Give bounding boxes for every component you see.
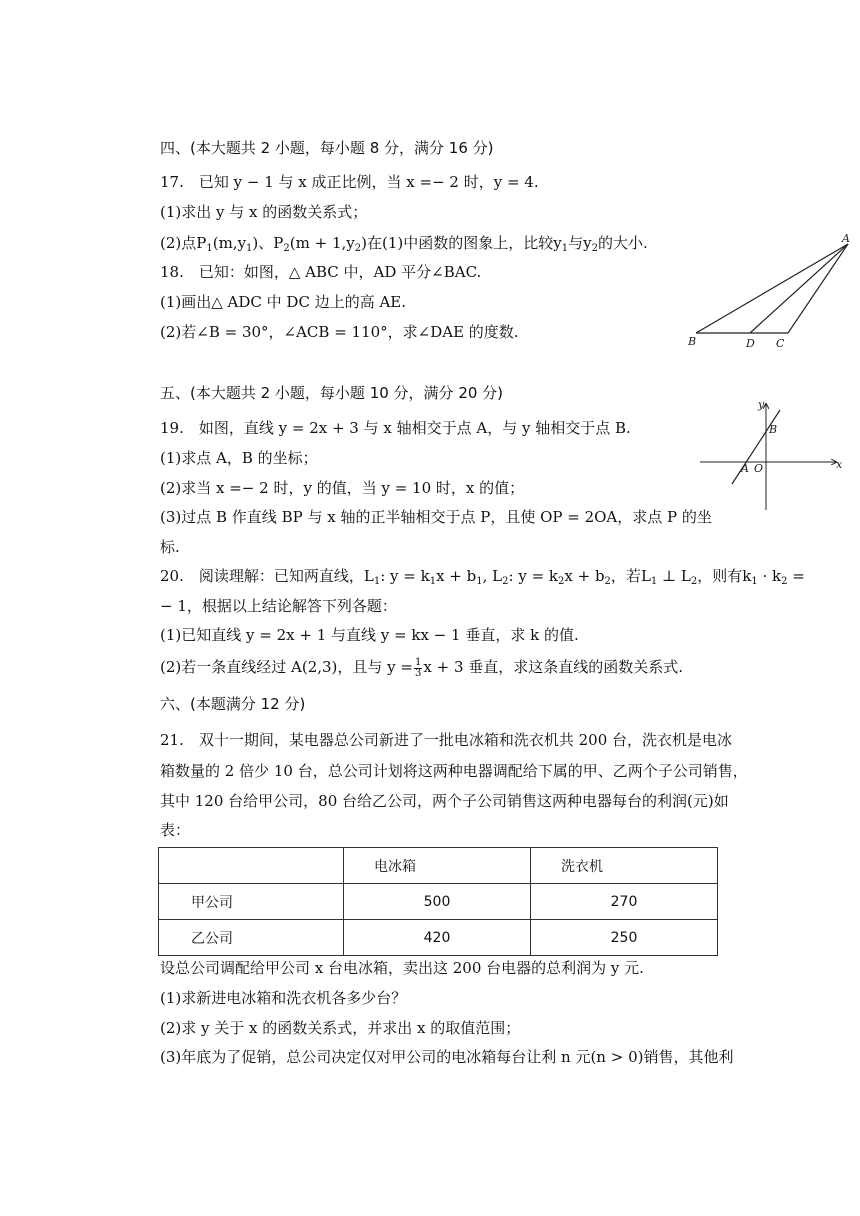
cell-washer: 250 bbox=[531, 920, 718, 956]
table-row bbox=[159, 884, 718, 920]
q21-line1: 21. 双十一期间，某电器总公司新进了一批电冰箱和洗衣机共 200 台，洗衣机是电冰 bbox=[160, 731, 733, 749]
table-header-fridge: 电冰箱 bbox=[344, 848, 531, 884]
line-graph-figure-19 bbox=[696, 398, 846, 513]
q17-stem: 17. 已知 y − 1 与 x 成正比例，当 x =− 2 时，y = 4. bbox=[160, 173, 539, 191]
q21-part1: (1)求新进电冰箱和洗衣机各多少台？ bbox=[160, 989, 407, 1007]
section-5-heading: 五、(本大题共 2 小题，每小题 10 分，满分 20 分) bbox=[160, 384, 504, 402]
q21-line4: 表： bbox=[160, 821, 191, 839]
q19-part3: (3)过点 B 作直线 BP 与 x 轴的正半轴相交于点 P，且使 OP = 2OA，求点 P 的坐 bbox=[160, 508, 712, 526]
label-D: D bbox=[746, 337, 755, 350]
q19-stem: 19. 如图，直线 y = 2x + 3 与 x 轴相交于点 A，与 y 轴相交于点 B. bbox=[160, 419, 631, 437]
q21-part2: (2)求 y 关于 x 的函数关系式，并求出 x 的取值范围； bbox=[160, 1019, 521, 1037]
q20-stem-cont: − 1，根据以上结论解答下列各题： bbox=[160, 597, 397, 615]
label-C: C bbox=[776, 337, 785, 350]
q21-after-table: 设总公司调配给甲公司 x 台电冰箱，卖出这 200 台电器的总利润为 y 元. bbox=[160, 959, 644, 977]
profit-table bbox=[158, 847, 718, 956]
row-label: 乙公司 bbox=[159, 920, 344, 956]
triangle-figure-18 bbox=[684, 232, 854, 352]
table-row bbox=[159, 920, 718, 956]
label-A: A bbox=[842, 232, 850, 245]
section-4-heading: 四、(本大题共 2 小题，每小题 8 分，满分 16 分) bbox=[160, 139, 494, 157]
q21-line3: 其中 120 台给甲公司，80 台给乙公司，两个子公司销售这两种电器每台的利润(元)如 bbox=[160, 792, 729, 810]
cell-fridge: 420 bbox=[344, 920, 531, 956]
q20-part2: (2)若一条直线经过 A(2,3)，且与 y = $\frac{1}{3}$ x + 3 垂直，求这条直线的函数关系式. bbox=[160, 656, 684, 679]
q20-part1: (1)已知直线 y = 2x + 1 与直线 y = kx − 1 垂直，求 k 的值. bbox=[160, 626, 579, 644]
label-B: B bbox=[769, 423, 778, 436]
q21-line2: 箱数量的 2 倍少 10 台，总公司计划将这两种电器调配给下属的甲、乙两个子公司销售， bbox=[160, 762, 748, 780]
label-O: O bbox=[754, 462, 764, 475]
q19-part2: (2)求当 x =− 2 时，y 的值，当 y = 10 时，x 的值； bbox=[160, 479, 525, 497]
table-header-empty bbox=[159, 848, 344, 884]
q17-part2: (2)点$P_1(m,y_1)$、$P_2(m + 1,y_2)$在(1)中函数的图象上，比较$y_1$与$y_2$的大小. bbox=[160, 234, 648, 254]
row-label: 甲公司 bbox=[159, 884, 344, 920]
label-A: A bbox=[741, 462, 749, 475]
label-y: y bbox=[758, 398, 765, 411]
q20-stem: 20. 阅读理解：已知两直线，$L_1$: $y = k_1x + b_1$, $L_2$: $y = k_2x + b_2$，若$L_1$ ⊥ $L_2$，则有$k_1 \cdot k_2$ = bbox=[160, 567, 805, 587]
q19-part1: (1)求点 A，B 的坐标； bbox=[160, 449, 318, 467]
q18-part1: (1)画出△ ADC 中 DC 边上的高 AE. bbox=[160, 293, 407, 311]
fraction-one-third: $\frac{1}{3}$ bbox=[415, 656, 422, 679]
q21-part3: (3)年底为了促销，总公司决定仅对甲公司的电冰箱每台让利 n 元(n > 0)销售，其他利 bbox=[160, 1048, 734, 1066]
cell-fridge: 500 bbox=[344, 884, 531, 920]
label-x: x bbox=[836, 458, 843, 471]
q18-stem: 18. 已知：如图，△ ABC 中，AD 平分∠BAC. bbox=[160, 263, 482, 281]
q19-part3-cont: 标. bbox=[160, 538, 180, 556]
table-header-washer: 洗衣机 bbox=[531, 848, 718, 884]
q17-part1: (1)求出 y 与 x 的函数关系式； bbox=[160, 203, 368, 221]
section-6-heading: 六、(本题满分 12 分) bbox=[160, 695, 306, 713]
table-header-row bbox=[159, 848, 718, 884]
label-B: B bbox=[688, 335, 697, 348]
q18-part2: (2)若∠B = 30°，∠ACB = 110°，求∠DAE 的度数. bbox=[160, 323, 519, 341]
cell-washer: 270 bbox=[531, 884, 718, 920]
